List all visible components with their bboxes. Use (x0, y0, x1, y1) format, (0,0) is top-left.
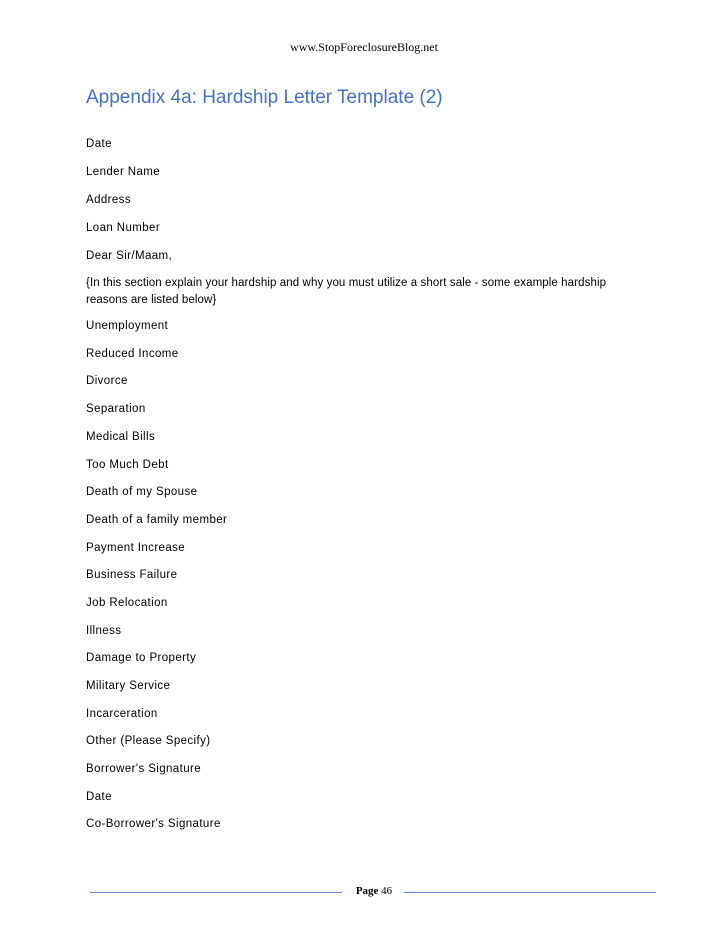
hardship-reason-item: Illness (86, 625, 122, 637)
page-number-value: 46 (381, 885, 393, 897)
hardship-reason-item: Too Much Debt (86, 459, 169, 471)
footer-divider-right (404, 892, 656, 893)
hardship-reason-item: Reduced Income (86, 348, 179, 360)
hardship-reason-item: Job Relocation (86, 597, 168, 609)
instruction-line-2: reasons are listed below} (86, 294, 217, 306)
page-number (346, 885, 402, 897)
address-field: Address (86, 194, 131, 206)
page-title: Appendix 4a: Hardship Letter Template (2) (86, 87, 443, 108)
coborrower-signature-field: Co-Borrower's Signature (86, 818, 221, 830)
header-url: www.StopForeclosureBlog.net (290, 40, 438, 54)
hardship-reason-item: Divorce (86, 375, 128, 387)
page-label: Page (355, 885, 379, 897)
instruction-line-1: {In this section explain your hardship and why you must utilize a short sale - some example hardship (86, 277, 607, 289)
hardship-reason-item: Death of my Spouse (86, 486, 198, 498)
footer-divider-left (90, 892, 342, 893)
hardship-reason-item: Death of a family member (86, 514, 228, 526)
salutation: Dear Sir/Maam, (86, 250, 173, 262)
borrower-signature-field: Borrower's Signature (86, 763, 202, 775)
hardship-reason-item: Payment Increase (86, 542, 186, 554)
signature-date-field: Date (86, 791, 112, 803)
hardship-reason-item: Other (Please Specify) (86, 735, 211, 747)
hardship-reason-item: Incarceration (86, 708, 158, 720)
hardship-reason-item: Business Failure (86, 569, 178, 581)
loan-number-field: Loan Number (86, 222, 161, 234)
letter-date-field: Date (86, 138, 112, 150)
lender-name-field: Lender Name (86, 166, 161, 178)
hardship-reason-item: Military Service (86, 680, 171, 692)
hardship-reason-item: Damage to Property (86, 652, 197, 664)
hardship-reason-item: Unemployment (86, 320, 169, 332)
hardship-reason-item: Separation (86, 403, 146, 415)
hardship-reason-item: Medical Bills (86, 431, 156, 443)
